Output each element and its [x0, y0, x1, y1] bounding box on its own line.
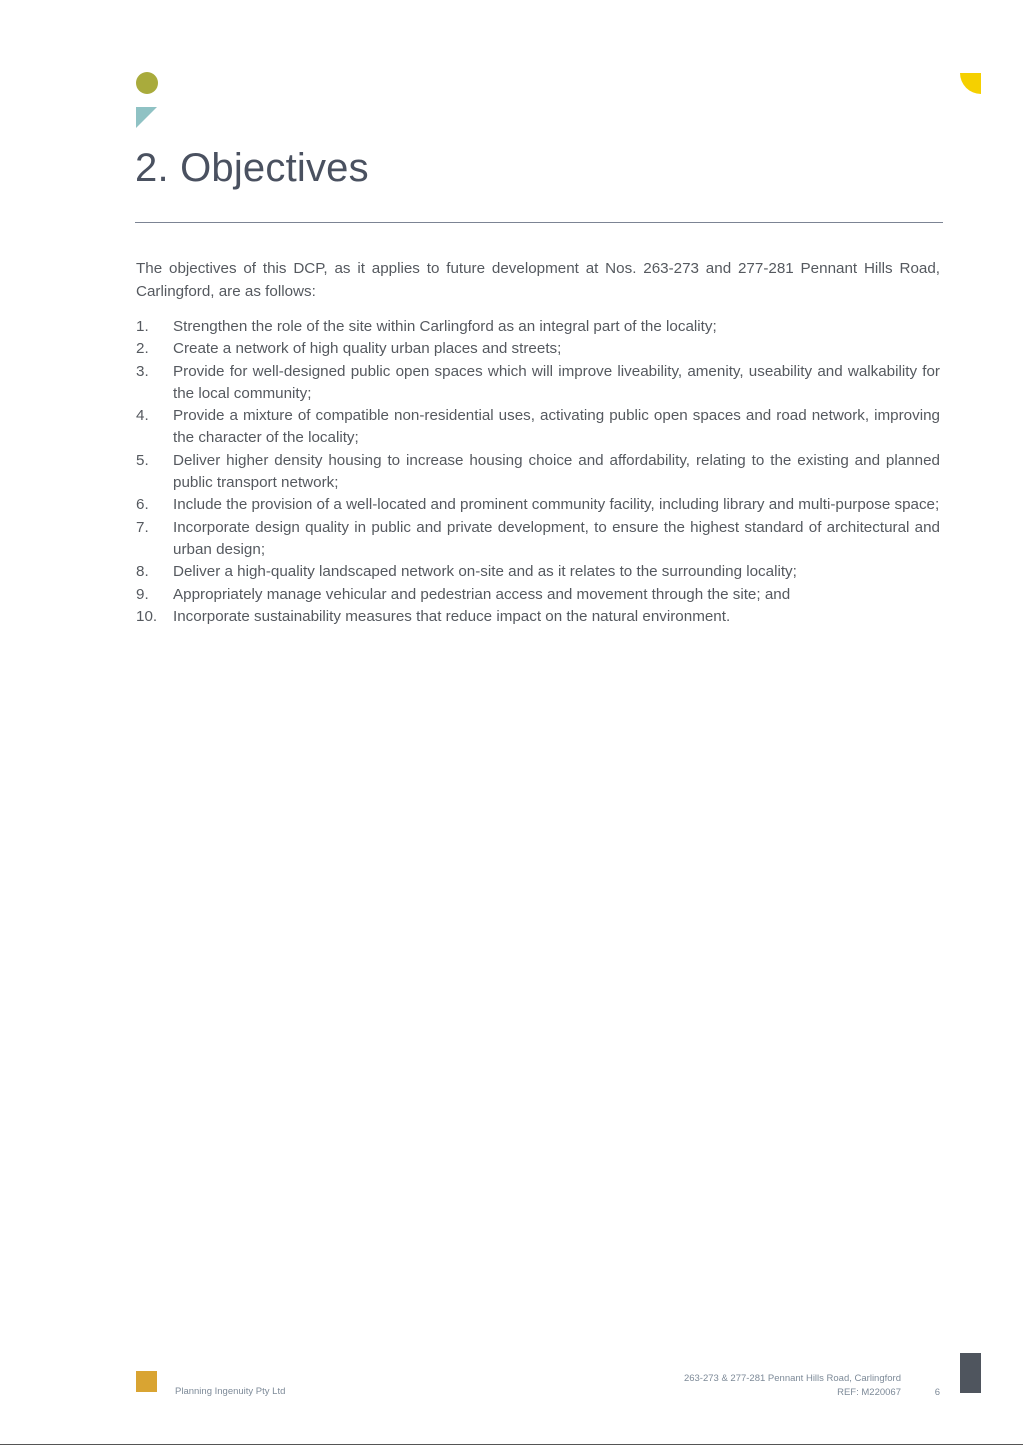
objective-item [136, 584, 940, 606]
olive-circle-decoration [136, 72, 158, 94]
page-number: 6 [934, 1387, 940, 1398]
objective-item [136, 517, 940, 562]
gold-square-decoration [136, 1371, 157, 1392]
objective-text: Incorporate design quality in public and private development, to ensure the highest standard of architectural and urban design; [173, 518, 940, 558]
objective-item [136, 338, 940, 360]
objective-text: Appropriately manage vehicular and pedestrian access and movement through the site; and [173, 585, 791, 603]
objective-text: Incorporate sustainability measures that reduce impact on the natural environment. [173, 607, 731, 625]
objective-number: 2. [136, 340, 149, 358]
objective-item [136, 405, 940, 450]
yellow-quarter-circle-decoration [960, 73, 981, 94]
objective-item [136, 494, 940, 516]
objective-text: Create a network of high quality urban places and streets; [173, 340, 562, 358]
footer-reference: REF: M220067 [837, 1387, 901, 1398]
objective-item [136, 450, 940, 495]
objective-text: Deliver higher density housing to increase housing choice and affordability, relating to the existing and planned public transport network; [173, 451, 940, 492]
footer-address: 263-273 & 277-281 Pennant Hills Road, Carlingford [683, 1373, 901, 1384]
objective-item [136, 361, 940, 406]
objective-number: 8. [136, 563, 149, 581]
objective-number: 1. [136, 318, 149, 335]
objective-item [136, 561, 940, 583]
objectives-list [136, 316, 940, 628]
objective-number: 10. [136, 607, 158, 625]
objective-text: Provide a mixture of compatible non-residential uses, activating public open spaces and road network, improving the character of the locality; [173, 407, 940, 447]
objective-number: 5. [136, 451, 149, 469]
page-bottom-edge [0, 1444, 1023, 1445]
teal-triangle-decoration [136, 107, 157, 128]
objective-item [136, 316, 940, 338]
objective-text: Deliver a high-quality landscaped network on-site and as it relates to the surrounding locality; [173, 563, 797, 581]
objective-number: 3. [136, 362, 149, 380]
title-divider [135, 222, 943, 223]
objective-item [136, 606, 940, 628]
objective-number: 9. [136, 585, 149, 603]
footer-company-name: Planning Ingenuity Pty Ltd [175, 1386, 286, 1397]
objective-text: Include the provision of a well-located and prominent community facility, including library and multi-purpose space; [173, 496, 940, 514]
intro-paragraph: The objectives of this DCP, as it applies to future development at Nos. 263-273 and 277-281 Pennant Hills Road, Carlingford, are as follows: [136, 260, 940, 300]
objective-number: 7. [136, 518, 149, 536]
objective-number: 4. [136, 407, 149, 425]
objective-number: 6. [136, 496, 149, 514]
objective-text: Provide for well-designed public open spaces which will improve liveability, amenity, useability and walkability for the local community; [173, 362, 940, 402]
slate-bar-decoration [960, 1353, 981, 1393]
page-title: 2. Objectives [135, 146, 369, 190]
objective-text: Strengthen the role of the site within Carlingford as an integral part of the locality; [173, 318, 717, 335]
